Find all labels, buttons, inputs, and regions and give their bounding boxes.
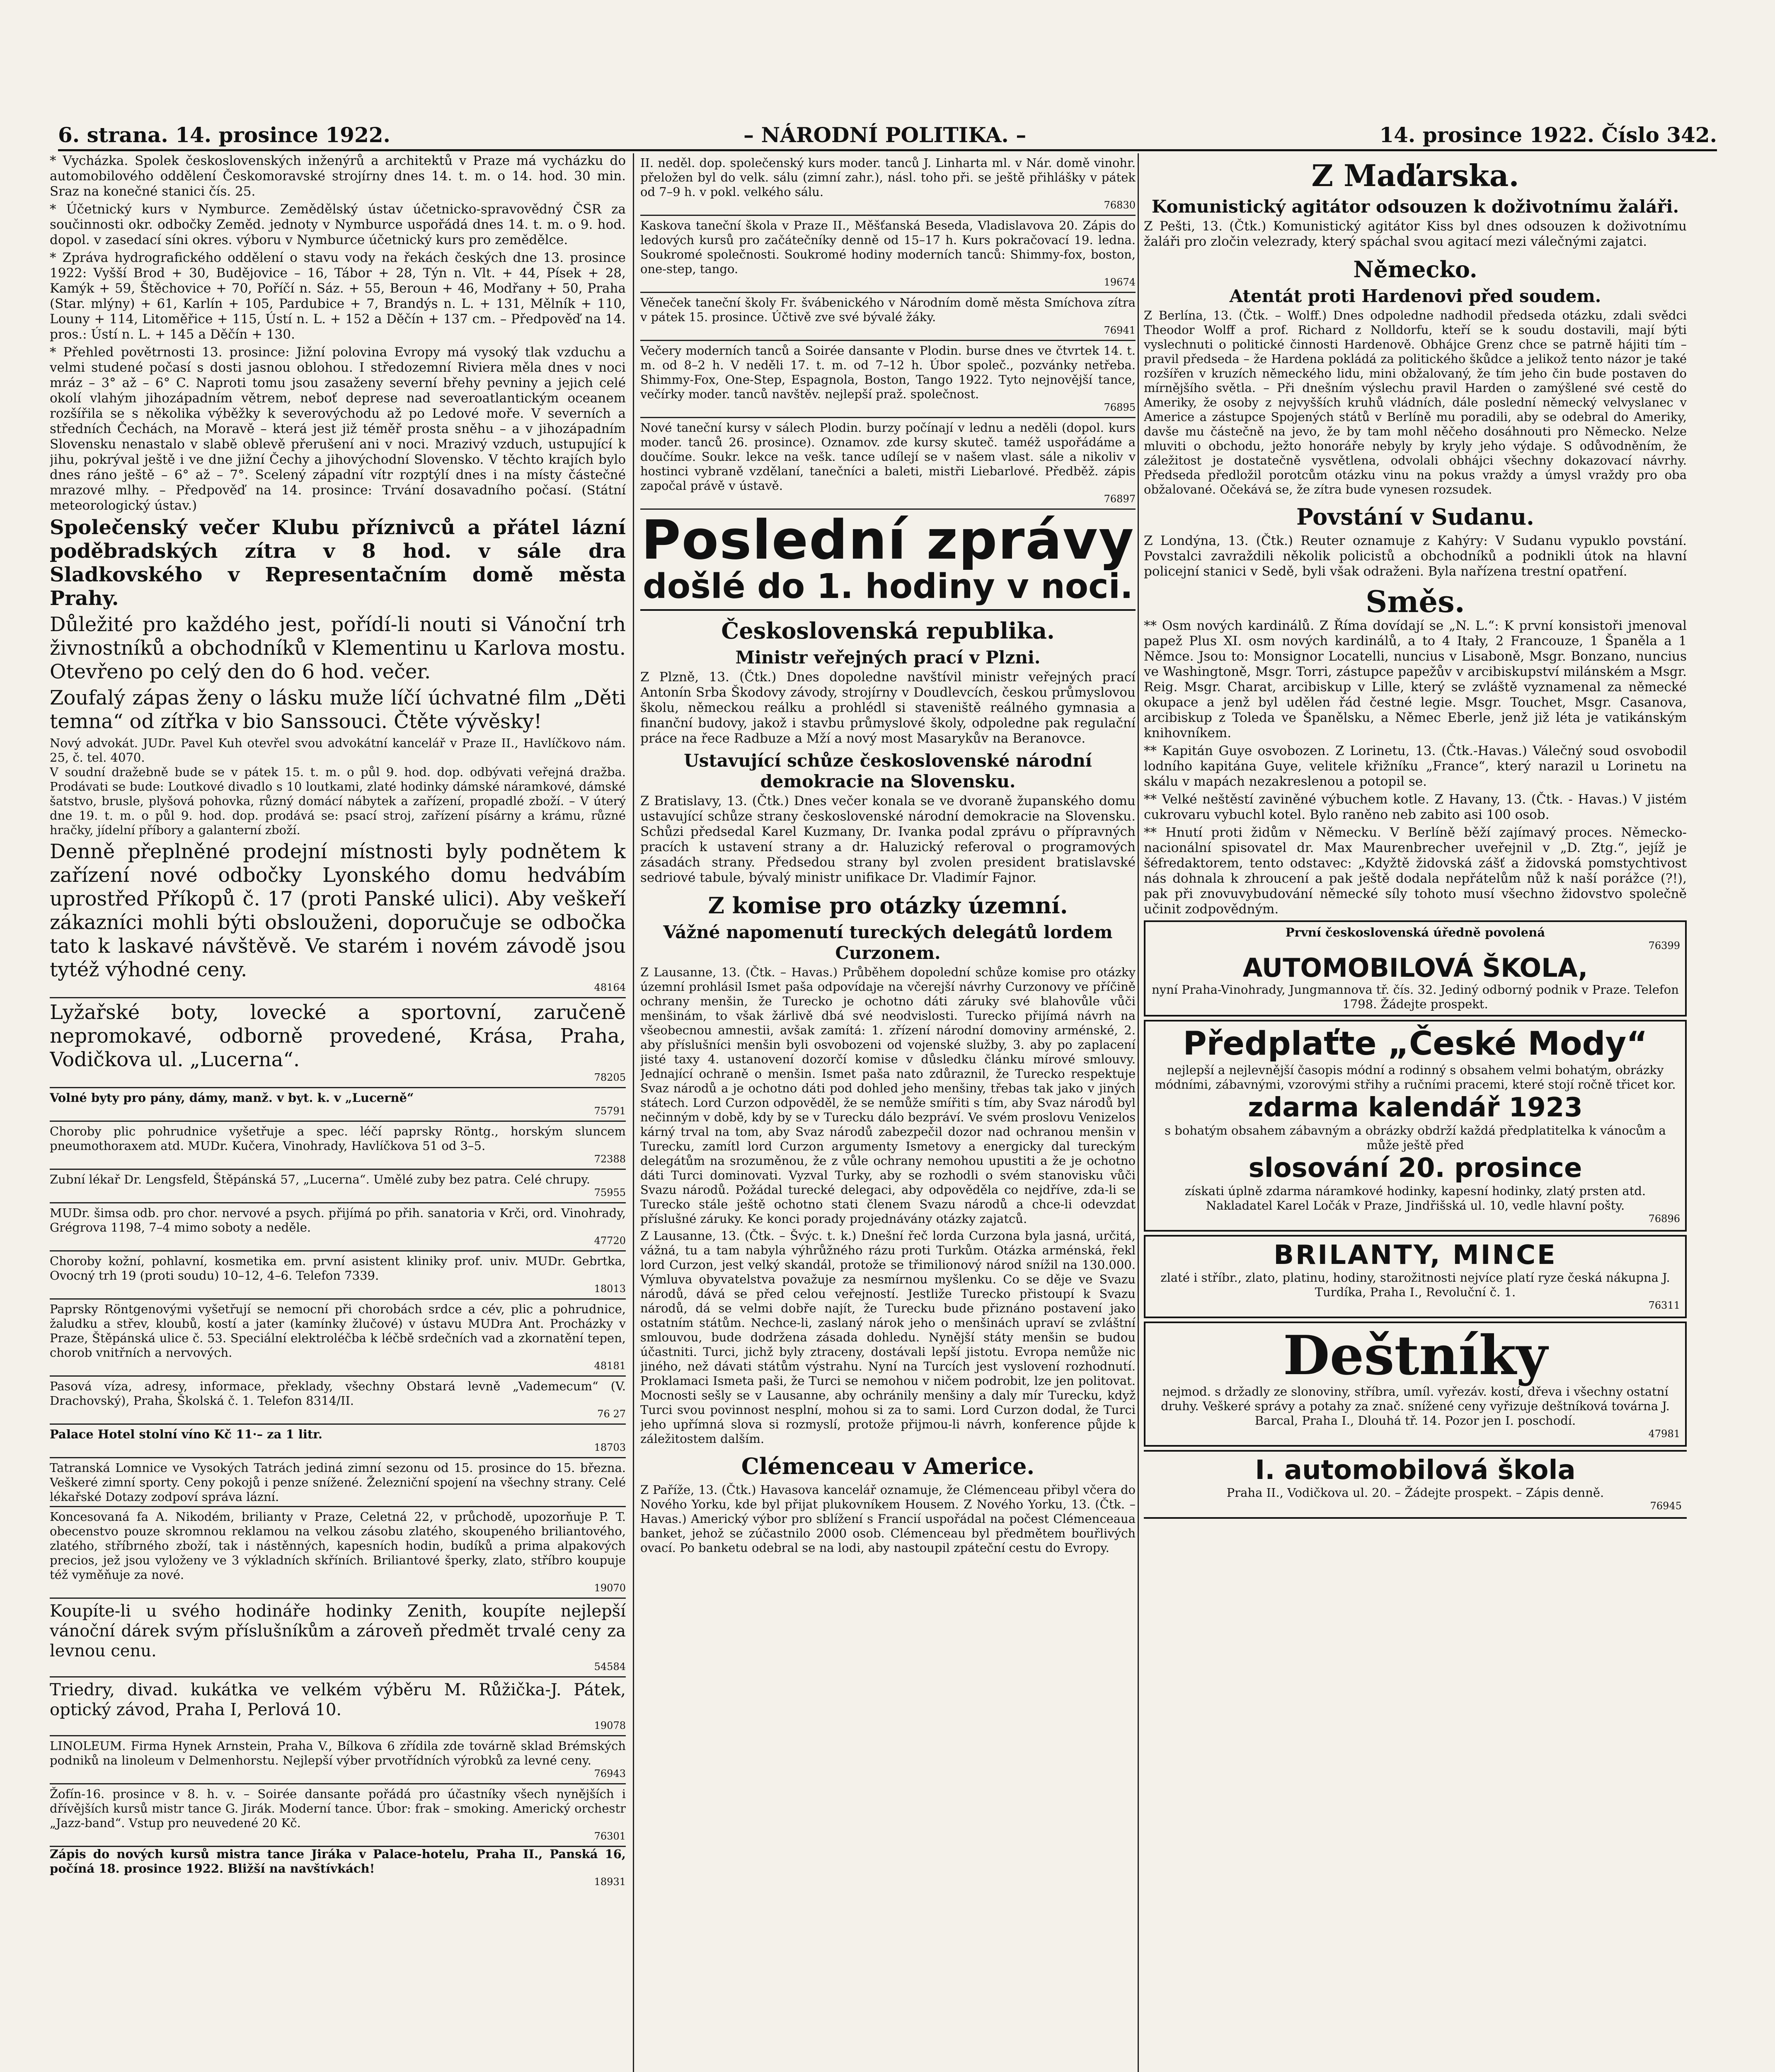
ad-lyonsky-dum: Denně přeplněné prodejní místnosti byly podnětem k zařízení nové odbočky Lyonského domu hedvábím uprostřed Příkopů č. 17 (proti Panské ulici). Aby veškeří zákazníci mohli býti obslouženi, doporučuje se odbočka tato k laskavé návštěvě. Ve starém i novém závodě jsou tytéž výhodné ceny. 48164 — [50, 838, 626, 998]
ad-nove-kursy: Nové taneční kursy v sálech Plodin. burzy počínají v lednu a neděli (dopol. kurs moder. tanců 26. prosince). Oznamov. zde kursy skuteč. taméž uspořádáme a doučíme. Soukr. lekce na vešk. tance udílejí se v našem vlast. sále a nikoliv v hostinci vybraně vzdělaní, tanečníci a baleti, mistři Liebarlové. Předběž. zápis započal právě v ústavě. 76897 — [640, 418, 1136, 510]
ad-zenith: Koupíte-li u svého hodináře hodinky Zenith, koupíte nejlepší vánoční dárek svým příslušníkům a zároveň předmět trvalé ceny za levnou cenu. 54584 — [50, 1599, 626, 1677]
article-plzen: Z Plzně, 13. (Čtk.) Dnes dopoledne navštívil ministr veřejných prací Antonín Srba Škodovy závody, strojírny v Doudlevcích, českou průmyslovou školu, německou reálku a prohlédl si staveniště reálného gymnasia a finanční budovy, jakož i stavbu průmyslové školy, odpoledne pak regulační práce na řece Radbuze a Mží a nový most Masarykův na Beranovce. — [640, 670, 1136, 746]
article-pest: Z Pešti, 13. (Čtk.) Komunistický agitátor Kiss byl dnes odsouzen k doživotnímu žaláři pro zločin velezrady, který spáchal svou agitací mezi válečnými zajatci. — [1144, 219, 1687, 249]
article-clemenceau: Z Paříže, 13. (Čtk.) Havasova kancelář oznamuje, že Clémenceau přibyl včera do Nového Yorku, kde byl přijat plukovníkem Housem. Z Nového Yorku, 13. (Čtk. – Havas.) Americký výbor pro sblížení s Francií uspořádal na počest Clémenceaua banket, jehož se zúčastnilo 2000 osob. Clémenceau byl předmětem bouřlivých ovací. Po banketu odebral se na lodi, aby nastoupil zpáteční cestu do Evropy. — [640, 1483, 1136, 1555]
heading-harden: Atentát proti Hardenovi před soudem. — [1229, 286, 1601, 306]
ad-pasova-viza: Pasová víza, adresy, informace, překlady, všechny Obstará levně „Vademecum“ (V. Drachovský), Praha, Školská č. 1. Telefon 8314/II. 76 27 — [50, 1377, 626, 1425]
notice-vychazka: * Vycházka. Spolek československých inženýrů a architektů v Praze má vycházku do automobilového oddělení Českomoravské strojírny dnes 14. t. m. o 14. hod. 30 min. Sraz na konečné stanici čís. 25. — [50, 153, 626, 199]
ad-automobilova-skola: První československá úředně povolená 76399 AUTOMOBILOVÁ ŠKOLA, nyní Praha-Vinohrady, Jungmannova tř. čís. 32. Jediný odborný podnik v Praze. Telefon 1798. Žádejte prospekt. — [1144, 920, 1687, 1017]
ad-mudr-simsa: MUDr. šimsa odb. pro chor. nervové a psych. přijímá po přih. sanatoria v Krči, ord. Vinohrady, Grégrova 1198, 7–4 mimo soboty a neděle. 47720 — [50, 1203, 626, 1251]
article-berlin: Z Berlína, 13. (Čtk. – Wolff.) Dnes odpoledne nadhodil předseda otázku, zdali svědci Theodor Wolff a prof. Richard z Nolldorfu, kteří se k soudu dostavili, mají býti vyslechnuti o politické činnosti Hardenově. Obhájce Grenz chce se patrně hájiti tím – pravil předseda – že Hardena pokládá za politického škůdce a jelikož tento názor je také rozšířen v kruzích německého lidu, mini obžalovaný, že tím jeho čin bude postaven do mírnějšího světla. – Při dnešním výslechu pravil Harden o zamýšlené své cestě do Ameriky, že osoby z nejvyšších kruhů vládních, dále poslední německý velvyslanec v Americe a zástupce Spojených států v Berlíně mu poradili, aby se odebral do Ameriky, davše mu částečně na jevo, že by tam mohl něčeho dosáhnouti pro Německo. Nelze mluviti o obchodu, ježto honoráře nebyly by kryly jeho výdaje. S odůvodněním, že záležitost je dostatečně vysvětlena, odvolali obhájci všechny dokazovací návrhy. Předseda předložil porotcům otázku vinu na pokus vraždy a úmysl vraždy pro oba obžalované. Očekává se, že zítra bude vynesen rozsudek. — [1144, 308, 1687, 496]
article-lausanne-1: Z Lausanne, 13. (Čtk. – Havas.) Průběhem dopolední schůze komise pro otázky územní prohlásil Ismet paša odpovídaje na včerejší návrhy Curzonovy ve příčině ochrany menšin, že Turecko je ochotno dáti záruky své blahovůle vůči menšinám, to však žárlivě dbá své neodvislosti. Turecko přijímá návrh na všeobecnou amnestii, avšak zamítá: 1. zřízení národní domoviny arménské, 2. aby příslušníci menšin byli osvobozeni od vojenské služby, 3. aby po zaplacení jisté taxy 4. ustanovení dozorčí komise v důsledku článku mírové smlouvy. Jednající ochraně o menšin. Ismet paša nato zdůraznil, že Turecko respektuje Svaz národů a je ochotno dáti pod dohled jeho menšiny, třebas tak jako v jiných státech. Lord Curzon odpověděl, že se nemůže smířiti s tím, aby Svaz národů byl nečinným v době, kdy by se v Turecku dálo bezpráví. Ve svém proslovu Venizelos kárný trval na tom, aby Svaz národů zabezpečil dozor nad ochranou menšin v Turecku, zamítl lord Curzon argumenty Ismetovy a energicky dal tureckým delegátům na srozuměnou, že z vůle ochrany nemohou upustiti a že je ochotno dáti Turci dominovati. Vyzval Turky, aby se rozhodli o svém stanovisku vůči Svazu národů. Požádal turecké delegaci, aby odpověděla co nejdříve, zda-li se Turecko stále ještě ochotno stati členem Svazu národů a chce-li odevzdat příslušné záruky. Ke konci porady projednávány otázky zajatců. — [640, 965, 1136, 1226]
notice-spolecensky-vecer: Společenský večer Klubu příznivců a přátel lázní poděbradských zítra v 8 hod. v sále dra Sladkovského v Representačním domě města Prahy. — [50, 516, 626, 610]
header-left: 6. strana. 14. prosince 1922. — [58, 122, 390, 147]
article-lausanne-2: Z Lausanne, 13. (Čtk. – Švýc. t. k.) Dnešní řeč lorda Curzona byla jasná, určitá, vážná, tu a tam nabyla výhrůžného rázu proti Turkům. Otázka arménská, řekl lord Curzon, jest velký skandál, protože se třimilionový národ snížil na 130.000. Výmluva obyvatelstva považuje za nesmírnou myšlenku. Co se děje ve Svazu národů, dává se před celou veřejností. Jestliže Turecko přistoupí k Svazu národů, dá se velmi dobře najít, že Turecku bude přiznáno postavení jako ostatním státům. Nechce-li, zaslaný nárok jeho o menšinách upraví se zvláštní smlouvou, bude dodržena zásada dohledu. Nynější státy menšin se budou účastniti. Turci, jichž byly ztraceny, dostávali lepší jistotu. Evropa nemůže nic jiného, než dávati státům výstrahu. Nyní na Turcích jest vyslovení rozhodnutí. Proklamaci Ismeta paši, že Turci se nemohou v ničem podrobit, lze jen politovat. Mocnosti sešly se v Lausanne, aby ochránily menšiny a daly mír Turecku, když Turci svou povinnost nesplní, mohou si za to sami. Lord Curzon dodal, že Turci jeho upřímná slova si rozmyslí, protože přijmou-li návrh, konference půjde k záležitostem dalším. — [640, 1229, 1136, 1446]
article-kardinalove: ** Osm nových kardinálů. Z Říma dovídají se „N. L.“: K první konsistoři jmenoval papež Plus XI. osm nových kardinálů, a to 4 Itały, 2 Francouze, 1 Španěla a 1 Němce. Jsou to: Monsignor Locatelli, nuncius v Lisaboně, Msgr. Bonzano, nuncius ve Washingtoně, Msgr. Torri, zástupce papežův v arcibiskupství milánském a Msgr. Reig. Msgr. Charat, arcibiskup v Lille, který se zvláště vyznamenal za německé okupace a jenž byl udělen řád čestné legie. Msgr. Touchet, Msgr. Casanova, arcibiskup z Toleda ve Španělsku, a Němec Eberle, jenž již léta je vatikánským knihovníkem. — [1144, 618, 1687, 741]
notice-weather: * Přehled povětrnosti 13. prosince: Jižní polovina Evropy má vysoký tlak vzduchu a velmi studené počasí s dosti jasnou oblohou. I středozemní Riviera měla dnes v noci mráz – 3° až – 6° C. Naproti tomu jsou zasaženy severní břehy pevniny a jejich celé okolí vlahým jihozápadním větrem, neboť deprese nad severoatlantickým oceanem rozšířila se s několika výběžky k severovýchodu až po Ledové moře. V severních a středních Čechách, na Moravě – která jest již téměř prosta sněhu – a v jihozápadním Slovensku nenastalo v slabě oblevě přerušení ani v noci. Mrazivý vzduch, ustupující k jihu, pokrýval ještě i ve dne jižní Čechy a jihovýchodní Slovensko. V těchto krajích bylo dnes ráno ještě – 6° až – 7°. Scelený západní vítr rozptýlí dnes i na místy částečné mrazové mlhy. – Předpověď na 14. prosince: Trvání dosavadního počasí. (Státní meteorologický ústav.) — [50, 345, 626, 513]
heading-czechoslovakia: Československá republika. — [721, 617, 1055, 644]
ad-zofin: Žofín-16. prosince v 8. h. v. – Soirée dansante pořádá pro účastníky všech nynějších i dřívějších kursů mistr tance G. Jirák. Moderní tance. Úbor: frak – smoking. Americký orchestr „Jazz-band“. Vstup pro neuvedené 20 Kč. 76301 — [50, 1784, 626, 1847]
article-vybuch-kotle: ** Velké neštěstí zaviněné výbuchem kotle. Z Havany, 13. (Čtk. - Havas.) V jistém cukrovaru vybuchl kotel. Bylo raněno neb zabito asi 100 osob. — [1144, 792, 1687, 822]
ad-tatranska-lomnice: Tatranská Lomnice ve Vysokých Tatrách jediná zimní sezonu od 15. prosince do 15. března. Veškeré zimní sporty. Ceny pokojů i penze snížené. Železniční spojení na všechny strany. Celé lékařské Dotazy zodpoví správa lázní. — [50, 1458, 626, 1507]
article-bratislava: Z Bratislavy, 13. (Čtk.) Dnes večer konala se ve dvoraně županského domu ustavující schůze strany československé národní demokracie na Slovensku. Schůzi předsedal Karel Kuzmany, Dr. Ivanka podal zprávu o přípravných pracích k ustavení strany a dr. Haluzický referoval o programových zásadách strany. Předsedou strany byl zvolen president bratislavské sedriové tabule, bývalý ministr unifikace Dr. Vladimír Fajnor. — [640, 794, 1136, 885]
column-1 — [50, 153, 626, 1890]
section-banner: Poslední zprávy — [641, 508, 1135, 571]
masthead: – NÁRODNÍ POLITIKA. – — [743, 122, 1027, 147]
ad-volne-byty: Volné byty pro pány, dámy, manž. v byt. k. v „Lucerně“ 75791 — [50, 1088, 626, 1122]
section-banner-sub: došlé do 1. hodiny v noci. — [640, 567, 1136, 611]
heading-madarsko: Z Maďarska. — [1311, 158, 1519, 193]
ad-brilanty: BRILANTY, MINCE zlaté i stříbr., zlato, platinu, hodiny, starožitnosti nejvíce platí ryze česká nákupna J. Turdíka, Praha I., Revoluční č. 1. 76311 — [1144, 1235, 1687, 1318]
notice-vanocni-trh: Důležité pro každého jest, pořídí-li nouti si Vánoční trh živnostníků a obchodníků v Klementinu u Karlova mostu. Otevřeno po celý den do 6 hod. večer. — [50, 613, 626, 683]
column-rule — [633, 153, 634, 2072]
notice-film: Zoufalý zápas ženy o lásku muže líčí úchvatné film „Děti temna“ od zítřka v bio Sanssouci. Čtěte vývěsky! — [50, 686, 626, 733]
article-londyn: Z Londýna, 13. (Čtk.) Reuter oznamuje z Kahýry: V Sudanu vypuklo povstání. Povstalci zavraždili několik policistů a obchodníků a podnikli útok na hlavní policejní stanici v Sedě, byli však odraženi. Byla nařízena trestní opatření. — [1144, 533, 1687, 579]
notice-ucetnicky-kurs: * Účetnický kurs v Nymburce. Zemědělský ústav účetnicko-spravovědný ČSR za součinnosti okr. odbočky Zeměd. jednoty v Nymburce uspořádá dnes 14. t. m. o 9. hod. dopol. v zasedací síni okres. výboru v Nymburce účetnický kurs pro zemědělce. — [50, 202, 626, 247]
page-header — [58, 120, 1717, 151]
ad-linoleum: LINOLEUM. Firma Hynek Arnstein, Praha V., Bílkova 6 zřídila zde továrně sklad Brémských podniků na linoleum v Delmenhorstu. Nejlepší výber prvotřídních výrobků za levné ceny. 76943 — [50, 1736, 626, 1784]
heading-nemecko: Německo. — [1353, 256, 1477, 283]
heading-napomenuti: Vážné napomenutí tureckých delegátů lordem Curzonem. — [663, 922, 1113, 963]
ad-paprsky-rontgen: Paprsky Röntgenovými vyšetřují se nemocní při chorobách srdce a cév, plic a pohrudnice, žaludku a střev, kloubů, kostí a jater (kamínky žlučové) v ústavu MUDra Ant. Procházky v Praze, Štěpánská ulice č. 53. Speciální elektroléčba k léčbě srdečních vad a zkornatění tepen, chorob vnitřních a nervových. 48181 — [50, 1300, 626, 1377]
heading-agitator: Komunistický agitátor odsouzen k doživotnímu žaláři. — [1151, 196, 1679, 217]
ad-i-automobilova-skola: I. automobilová škola Praha II., Vodičkova ul. 20. – Žádejte prospekt. – Zápis denně. 76945 — [1144, 1450, 1687, 1519]
article-hnuti-proti-zidum: ** Hnutí proti židům v Německu. V Berlíně běží zajímavý proces. Německo-nacionální spisovatel dr. Max Maurenbrecher uveřejnil v „D. Ztg.“, jejíž je šéfredaktorem, tento odstavec: „Kdyžtě židovská zášť a židovská pomstychtivost nás dohnala k zhroucení a pak ještě dodala nepřátelům nůž k naší porážce (?!), pak při znovuvybudování německé síly tohoto musí všechno židovstvo společně učinit zodpovědným. — [1144, 825, 1687, 917]
ad-zapis-jirak: Zápis do nových kursů mistra tance Jiráka v Palace-hotelu, Praha II., Panská 16, počíná 18. prosince 1922. Bližší na navštívkách! 18931 — [50, 1847, 626, 1888]
heading-komise: Z komise pro otázky územní. — [708, 892, 1068, 919]
ad-kaskova-skola: Kaskova taneční škola v Praze II., Měšťanská Beseda, Vladislavova 20. Zápis do ledových kursů pro začátečníky denně od 15–17 h. Kurs pokračovací 19. ledna. Soukromé společnosti. Soukromé hodiny moderních tanců: Shimmy-fox, boston, one-step, tango. 19674 — [640, 216, 1136, 293]
ad-nikodem: Koncesovaná fa A. Nikodém, brilianty v Praze, Celetná 22, v průchodě, upozorňuje P. T. obecenstvo pouze skromnou reklamou na velkou zásobu zlatého, skoupeného briliantového, zlatého, stříbrného zboží, tak i nástěnných, kapesních hodin, budíků a prima alpakových precios, jež jsou vyloženy ve 3 výkladních skříních. Briliantové šperky, zlato, stříbro koupuje též vyměňuje za nové. 19070 — [50, 1507, 626, 1599]
ad-zubni-lekar: Zubní lékař Dr. Lengsfeld, Štěpánská 57, „Lucerna“. Umělé zuby bez patra. Celé chrupy. 75955 — [50, 1170, 626, 1203]
heading-smes: Směs. — [1366, 584, 1465, 619]
column-rule — [1138, 153, 1139, 2072]
column-2 — [640, 153, 1136, 1555]
article-kapitan-guye: ** Kapitán Guye osvobozen. Z Lorinetu, 13. (Čtk.-Havas.) Válečný soud osvobodil lodního kapitána Guye, velitele křižníku „France“, který narazil u Lorinetu na skálu v mapách nezakreslenou a potopil se. — [1144, 743, 1687, 789]
heading-ministr: Ministr veřejných prací v Plzni. — [735, 647, 1041, 668]
ad-linhart: II. neděl. dop. společenský kurs moder. tanců J. Linharta ml. v Nár. domě vinohr. přeložen byl do velk. sálu (zimní zahr.), násl. toho při. se ještě přihlášky v pátek od 7–9 h. v pokl. velkého sálu. 76830 — [640, 153, 1136, 216]
ad-vecery-tancu: Večery moderních tanců a Soirée dansante v Plodin. burse dnes ve čtvrtek 14. t. m. od 8–2 h. V neděli 17. t. m. od 7–12 h. Úbor společ., pozvánky netřeba. Shimmy-Fox, One-Step, Espagnola, Boston, Tango 1922. Tyto nejnovější tance, večírky moder. tanců navštěv. nejlepší praž. společnost. 76895 — [640, 341, 1136, 418]
ad-destniky: Deštníky nejmod. s držadly ze slonoviny, stříbra, umíl. vyřezáv. kostí, dřeva i všechny ostatní druhy. Veškeré správy a potahy za znač. snížené ceny vyřizuje deštníková továrna J. Barcal, Praha I., Dlouhá tř. 14. Pozor jen I. poschodí. 47981 — [1144, 1322, 1687, 1447]
notice-water-levels: * Zpráva hydrografického oddělení o stavu vody na řekách českých dne 13. prosince 1922: Vyšší Brod + 30, Budějovice – 16, Tábor + 28, Týn n. Vlt. + 44, Písek + 28, Kamýk + 59, Štěchovice + 70, Poříčí n. Sáz. + 55, Beroun + 46, Modřany + 50, Praha (Star. mlýny) + 61, Karlín + 105, Pardubice + 7, Brandýs n. L. + 131, Mělník + 110, Louny + 114, Litoměřice + 115, Ústí n. L. + 152 a Děčín + 137 cm. – Předpověď na 14. pros.: Ústí n. L. + 145 a Děčín + 130. — [50, 250, 626, 342]
column-3 — [1144, 153, 1687, 1522]
ad-choroby-kozni: Choroby kožní, pohlavní, kosmetika em. první asistent kliniky prof. univ. MUDr. Gebrtka, Ovocný trh 19 (proti soudu) 10–12, 4–6. Telefon 7339. 18013 — [50, 1251, 626, 1300]
ad-lyzarske-boty: Lyžařské boty, lovecké a sportovní, zaručeně nepromokavé, odborně provedené, Krása, Praha, Vodičkova ul. „Lucerna“. 78205 — [50, 998, 626, 1088]
ad-ceske-mody: Předplaťte „České Mody“ nejlepší a nejlevnější časopis módní a rodinný s obsahem velmi bohatým, obrázky módními, zábavnými, vzorovými střihy a ručními pracemi, které stojí ročně třicet kor. zdarma kalendář 1923 s bohatým obsahem zábavným a obrázky obdrží každá předplatitelka k vánocům a může ještě před slosování 20. prosince získati úplně zdarma náramkové hodinky, kapesní hodinky, zlatý prsten atd. Nakladatel Karel Ločák v Praze, Jindřišská ul. 10, vedle hlavní pošty. 76896 — [1144, 1020, 1687, 1232]
notice-advokat: Nový advokát. JUDr. Pavel Kuh otevřel svou advokátní kancelář v Praze II., Havlíčkovo nám. 25, č. tel. 4070. — [50, 736, 626, 765]
header-right: 14. prosince 1922. Číslo 342. — [1379, 122, 1717, 147]
ad-venecek: Věneček taneční školy Fr. švábenického v Národním domě města Smíchova zítra v pátek 15. prosince. Účtivě zve své bývalé žáky. 76941 — [640, 293, 1136, 341]
heading-ustavujici-schuze: Ustavující schůze československé národní demokracie na Slovensku. — [684, 750, 1092, 792]
heading-clemenceau: Clémenceau v Americe. — [741, 1453, 1035, 1479]
heading-sudan: Povstání v Sudanu. — [1296, 503, 1534, 530]
ad-palace-hotel: Palace Hotel stolní víno Kč 11·– za 1 litr. 18703 — [50, 1425, 626, 1458]
ad-choroby-plic: Choroby plic pohrudnice vyšetřuje a spec. léčí paprsky Röntg., horským sluncem pneumothoraxem atd. MUDr. Kučera, Vinohrady, Havlíčkova 51 od 3–5. 72388 — [50, 1122, 626, 1170]
notice-drazba: V soudní dražebně bude se v pátek 15. t. m. o půl 9. hod. dop. odbývati veřejná dražba. Prodávati se bude: Loutkové divadlo s 10 loutkami, zlaté hodinky dámské náramkové, dámské šatstvo, brusle, plyšová pohovka, různý domácí nábytek a zařízení, propadlé zboží. – V úterý dne 19. t. m. o půl 9. hod. dop. prodává se: psací stroj, zařízení písárny a krámu, různé hračky, jídelní příbory a galanterní zboží. — [50, 765, 626, 837]
ad-triedry: Triedry, divad. kukátka ve velkém výběru M. Růžička-J. Pátek, optický závod, Praha I, Perlová 10. 19078 — [50, 1677, 626, 1736]
